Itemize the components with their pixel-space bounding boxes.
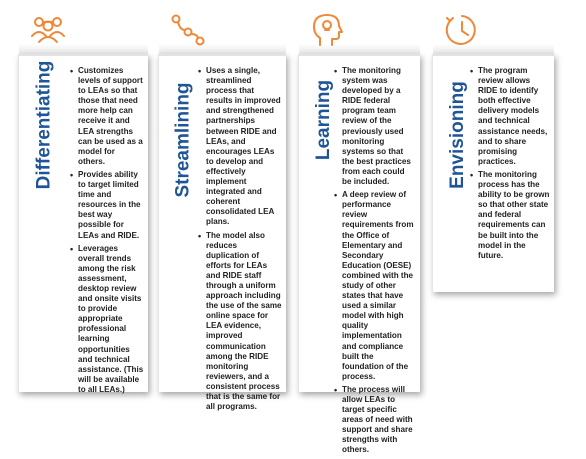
bullet-item: • The monitoring system was developed by a RIDE federal program team review of the previously used monitoring systems so that the best practices from each could be included. [334,66,416,187]
panel-title-text: Streamlining [173,82,195,198]
bullet-item: • Uses a single, streamlined process that results in improved and strengthened partnerships between RIDE and LEAs, and encourages LEAs to develop and effectively implement integrated and coherent consolidated LEA plans. [198,66,282,228]
bullet-item: • The model also reduces duplication of efforts for LEAs and RIDE staff through a uniform approach including the use of the same online space for LEA evidence, improved communication among the RIDE monitoring reviewers, and a consistent process that is the same for all programs. [198,231,282,413]
bullet-item: • The monitoring process has the ability to be grown so that other state and federal requirements can be built into the model in the future. [470,170,550,261]
bullet-item: • A deep review of performance review requirements from the Office of Elementary and Secondary Education (OESE) combined with the study of other states that have used a similar model with high quality implementation and compliance built the foundation of the process. [334,190,416,382]
panel-title [26,60,62,190]
bullet-list [198,66,282,415]
bullet-item: • Provides ability to target limited time and resources in the best way possible for LEAs and RIDE. [70,170,144,241]
panel-title-text: Envisioning [447,81,468,189]
panel-title-text: Differentiating [33,60,54,190]
bullet-item: • The process will allow LEAs to target specific areas of need with support and share strengths with others. [334,385,416,456]
bullet-item: • The program review allows RIDE to identify both effective delivery models and technical assistance needs, and to share promising practices. [470,66,550,167]
panel-title [166,60,202,220]
panel-streamlining [158,8,286,412]
bullet-item: • Leverages overall trends among the risk assessment, desktop review and onsite visits to provide appropriate professional learning opportunities and technical assistance. (This will be available to all LEAs.) [70,244,144,395]
panel-envisioning [432,8,554,392]
bullet-list [70,66,144,398]
panel-learning [298,8,420,455]
bullet-list [470,66,550,264]
panel-differentiating [18,8,148,392]
panel-title-text: Learning [313,79,335,161]
bullet-item: • Customizes levels of support to LEAs so that those that need more help can receive it and LEA strengths can be used as a model for others. [70,66,144,167]
